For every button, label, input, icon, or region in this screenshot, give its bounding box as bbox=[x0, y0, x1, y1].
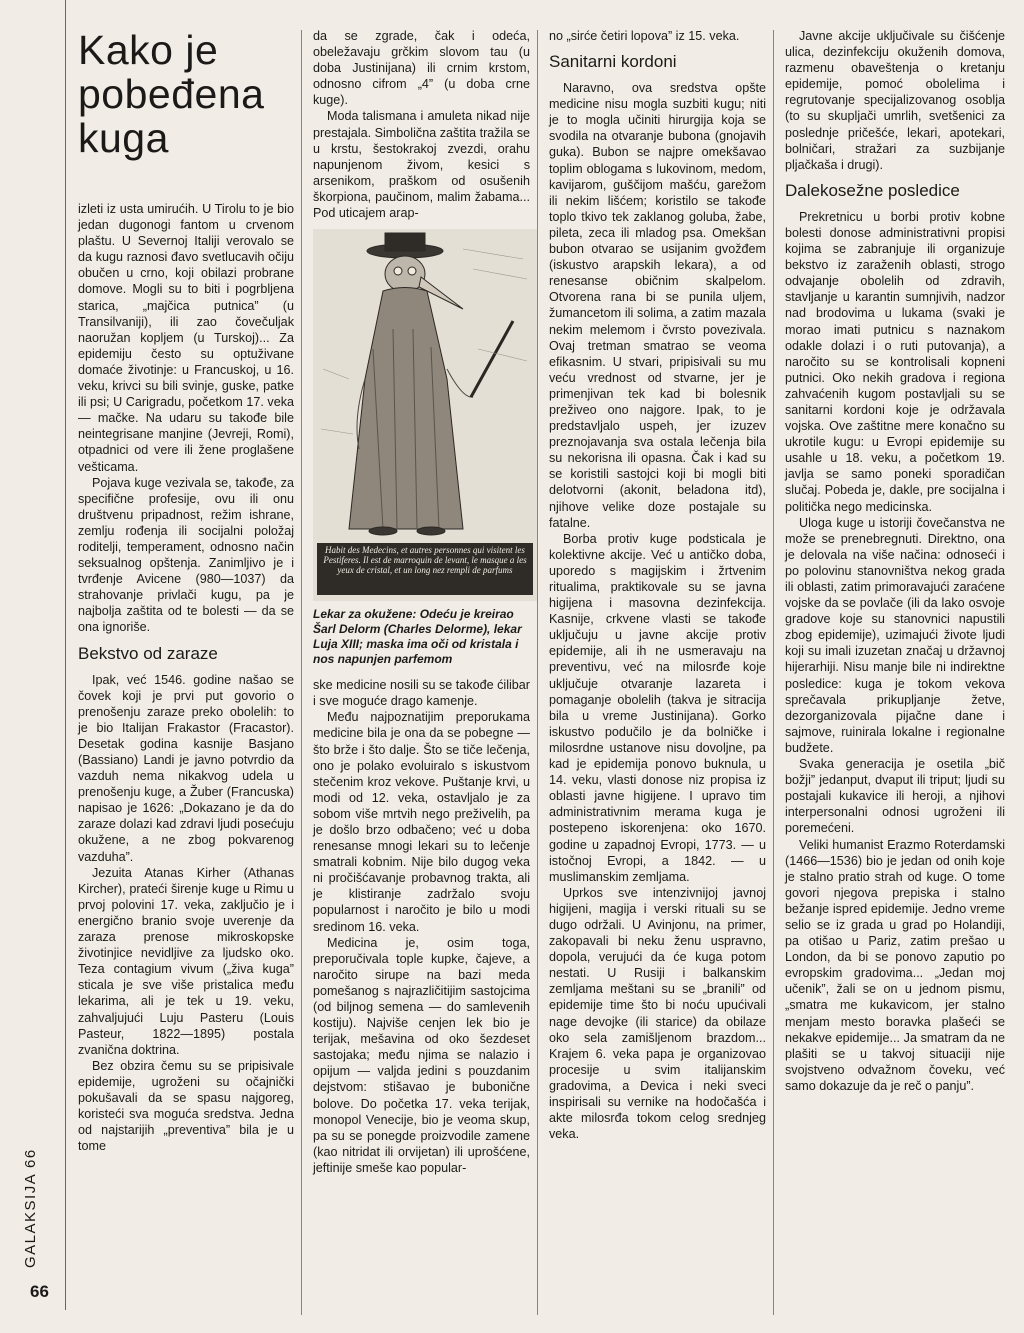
paragraph: Bez obzira čemu su se pripisivale epidemije, ugroženi su očajnički pokušavali da se spasu najgoreg, koristeći sva moguća sredstva. Jedna od najstarijih „preventiva” bila je u tome bbox=[78, 1058, 294, 1154]
column-3 bbox=[549, 28, 766, 1142]
plague-doctor-illustration bbox=[313, 229, 537, 601]
column-rule bbox=[301, 30, 302, 1315]
paragraph: Medicina je, osim toga, preporučivala tople kupke, čajeve, a naročito sirupe na bazi meda pomešanog s najrazličitijim sastojcima (od biljnog semena — do samlevenih kostiju). Najviše cenjen lek bio je terijak, mešavina od oko šezdeset sastojaka; među njima se nalazio i opijum — valjda jedini s pouzdanim dejstvom: stišavao je bubonične bolove. Do početka 17. veka terijak, monopol Venecije, bio je veoma skup, pa su se ponegde proizvodile zamene (kao nitridat ili orvijetan) ili uprošćene, jeftinije smeše kao popular- bbox=[313, 935, 530, 1175]
paragraph: no „sirće četiri lopova” iz 15. veka. bbox=[549, 29, 740, 43]
section-heading-dalekosezne: Dalekosežne posledice bbox=[785, 180, 960, 200]
paragraph: izleti iz usta umirućih. U Tirolu to je bio jedan dugonogi fantom u crvenom plaštu. U Severnoj Italiji verovalo se da kugu raznosi đavo svetlucavih očiju obučen u crno, koji obilazi probrane domove. Mogli su to biti i pogrbljena starica, „majčica putnica” (u Transilvaniji), ili zao čovečuljak naoružan kopljem (u Turskoj)... Za epidemiju često su optuživane domaće životinje: u Francuskoj, u 16. veku, krivci su bili svinje, guske, patke ili psi; U Carigradu, početkom 17. veka — mačke. Na udaru su takođe bile neintegrisane manjine (Jevreji, Romi), otpadnici od vere ili žene proglašene vešticama. bbox=[78, 202, 294, 474]
paragraph: Pojava kuge vezivala se, takođe, za specifične profesije, ovu ili onu društvenu pripadnost, režim ishrane, zemlju rođenja ili socijalni položaj roditelji, temperament, odnosno način seksualnog opštenja. Zanimljivo je i tvrđenje Avicene (980—1037) da strahovanje privlači kugu, pa je najbolja zaštita od te bolesti — da se ona ignoriše. bbox=[78, 475, 294, 635]
figure-caption bbox=[313, 607, 530, 667]
paragraph: Javne akcije uključivale su čišćenje ulica, dezinfekciju okuženih domova, razmenu obaveštenja o kretanju epidemije, pomoć obolelima i regrutovanje specijalizovanog osoblja (to su skupljači umrlih, svetšenici za poslednje pričešće, lekari, apotekari, bolničari, stražari za suzbijanje pljačkaša i drugi). bbox=[785, 29, 1005, 172]
column-rule bbox=[773, 30, 774, 1315]
column-4 bbox=[785, 28, 1005, 1094]
paragraph: Jezuita Atanas Kirher (Athanas Kircher), prateći širenje kuge u Rimu u prvoj polovini 17. veka, zaključio je i energično branio svoje uverenje da zaraza prenose mikroskopske životinjice nevidljive za ljudsko oko. Teza contagium vivum („živa kuga” sticala je sve više pristalica među lekarima, ali je tek u 19. veku, zahvaljujući Luju Pasteru (Louis Pasteur, 1822—1895) postala zvanična doktrina. bbox=[78, 865, 294, 1057]
column-rule bbox=[537, 30, 538, 1315]
figure-caption-text: Lekar za okužene: Odeću je kreirao Šarl Delorm (Charles Delorme), lekar Luja XIII; maska ima oči od kristala i nos napunjen parfemom bbox=[313, 607, 522, 667]
title-line: kuga bbox=[78, 115, 169, 161]
paragraph: Uprkos sve intenzivnijoj javnoj higijeni, magija i verski rituali su se dugo održali. U Avinjonu, na primer, zakopavali bi neku ženu uspravno, dopola, verujući da će kuga potom nestati. U Rusiji i balkanskim zemljama meštani su se „branili” od epidemije time što bi noću upućivali nage devojke (ili starice) da obilaze oko sela zamišljenom brazdom... Krajem 6. veka papa je organizovao procesije u svim italijanskim gradovima, a Devica i neki sveci inspirisali su vernike na hodočašća i akte milosrđa tokom celog srednjeg veka. bbox=[549, 885, 766, 1142]
plague-doctor-engraving bbox=[313, 229, 537, 601]
paragraph: Svaka generacija je osetila „bič božji” jedanput, dvaput ili triput; ljudi su postajali kukavice ili heroji, a njihovi interpersonalni odnosi ugroženi ili poremećeni. bbox=[785, 757, 1005, 836]
paragraph: Ipak, već 1546. godine našao se čovek koji je prvi put govorio o prenošenju zaraze preko obolelih: to je bio Italijan Frakastor (Fracastor). Desetak godina kasnije Basjano (Bassiano) Landi je javno potvrdio da vazduh nema nikakvog udela u prenošenju kuge, a Žuber (Francuska) napisao je 1626: „Dokazano je da do zaraze dolazi kad zdravi ljudi posećuju okužene, a ne zbog pokvarenog vazduha”. bbox=[78, 672, 294, 864]
paragraph: Borba protiv kuge podsticala je kolektivne akcije. Već u antičko doba, uporedo s magijskim i žrtvenim ritualima, praktikovale su se javna higijena i masovna dezinfekcija. Kasnije, crkvene vlasti se takođe uključuju u javne akcije protiv epidemije, ali ih ne usmeravaju na preventivu, već na milosrđe koje uključuje otvaranje lazareta i pomaganje obolelih (takva je sitracija bila u vreme Justinijana). Gorko iskustvo podučilo je da bolničke i milosrdne ustanove nisu dovoljne, pa kad je epidemija ponovo buknula, u 14. veku, vlasti donose niz propisa iz oblasti javne higijene. I upravo tim administrativnim merama kuga je postepeno iskorenjena: oko 1670. godine u zapadnoj Evropi, 1773. — u istočnoj Evropi, a 1842. — u muslimanskim zemljama. bbox=[549, 531, 766, 884]
article-title bbox=[78, 28, 294, 160]
title-line: pobeđena bbox=[78, 71, 265, 117]
paragraph: Naravno, ova sredstva opšte medicine nisu mogla suzbiti kugu; niti je to mogla učiniti hirurgija koja se svodila na otvaranje bubona (gnojavih guka). Bubon se najpre omekšavao toplim oblogama s lukovinom, medom, kavijarom, guščijom mašću, garežom ili nekim lišćem; koristilo se takođe toplo tkivo tek zaklanog goluba, žabe, pileta, zeca ili mladog psa. Omekšan bubon otvarao se usijanim gvožđem (iskustvo arapskih lekara), a od renesanse običnim skalpelom. Otvorena rana bi se punila uljem, žumancetom ili solima, a zatim mazala nekim melemom i čvrsto povezivala. Ovaj tretman smatrao se veoma efikasnim. U stvari, pripisivali su mu veću vrednost od stvarne, jer je primenjivan tek kad bi bolesnik preživeo ono najgore. Ipak, to je predstavljalo uspeh, jer izuzev preznojavanja sva ostala lečenja bila su nekorisna ili opasna. Čak i kad su se koristili sastojci koji bi mogli biti delotvorni (akonit, beladona itd), njihove velike doze postajale su fatalne. bbox=[549, 81, 766, 530]
paragraph: Moda talismana i amuleta nikad nije prestajala. Simbolična zaštita tražila se u krstu, šestokrakoj zvezdi, orahu napunjenom živom, kesici s arsenikom, praškom od osušenih škorpiona, paučinom, malim žabama... Pod uticajem arap- bbox=[313, 109, 530, 221]
section-heading-sanitarni: Sanitarni kordoni bbox=[549, 52, 677, 72]
page-number: 66 bbox=[30, 1282, 49, 1301]
section-heading-bekstvo: Bekstvo od zaraze bbox=[78, 643, 218, 663]
paragraph: Veliki humanist Erazmo Roterdamski (1466—1536) bio je jedan od onih koje je stalno pratio strah od kuge. O tome govori njegova prepiska i stalno bežanje ispred epidemije. Jedno vreme selio se iz grada u grad po Holandiji, pa otišao u Pariz, zatim prešao u London, da bi se ponovo zaputio po evropskim gradovima... „Jedan moj učenik”, žali se on u jednom pismu, „smatra me kukavicom, jer stalno menjam mesto boravka plašeći se nekakve epidemije... Ja smatram da ne plašiti se u takvoj situaciji nije svojstveno odvažnom čoveku, već samo dokazuje da je reč o panju”. bbox=[785, 837, 1005, 1093]
paragraph: ske medicine nosili su se takođe ćilibar i sve moguće drago kamenje. bbox=[313, 678, 530, 709]
paragraph: Uloga kuge u istoriji čovečanstva ne može se prenebregnuti. Direktno, ona je delovala na više načina: odnoseći i po polovinu stanovništva nekog grada ili oblasti, zatim primoravajući zaraćene vojske da se povlače (ili da lako osvoje gradove koje su stanovnici napustili zbog epidemije), uzimajući živote ljudi koji su imali izuzetan značaj u državnoj hijerarhiji. Nisu manje bile ni indirektne posledice: kuga je tokom vekova sprečavala prikupljanje žetve, dezorganizovala pijačne dane i sajmove, ruinirala lokalne i regionalne budžete. bbox=[785, 515, 1005, 755]
title-line: Kako je bbox=[78, 27, 219, 73]
column-2 bbox=[313, 28, 530, 1176]
engraving-inscription: Habit des Medecins, et autres personnes qui visitent les Pestiferes. Il est de marroquin de levant, le masque a les yeux de cristal, et un long nez rempli de parfums bbox=[323, 545, 527, 576]
column-1 bbox=[78, 28, 294, 1154]
paragraph: Među najpoznatijim preporukama medicine bila je ona da se pobegne — što brže i što dalje. Što se tiče lečenja, ono je polako evoluiralo s iskustvom stečenim kroz vekove. Puštanje krvi, u modi od 12. veka, ostavljalo je za sobom više mrtvih nego preživelih, pa je došlo brzo odbačeno; već u doba renesanse mnogi lekari su to lečenje smatrali kobnim. Nije bilo dugog veka ni pročišćavanje probavnog trakta, ali je klistiranje zadržalo svoju popularnost i naročito je bilo u modi sredinom 16. veka. bbox=[313, 710, 530, 934]
margin-rule bbox=[65, 0, 66, 1310]
paragraph: da se zgrade, čak i odeća, obeležavaju grčkim slovom tau (u doba Justinijana) ili crnim krstom, odnosno cifrom „4” (u doba crne kuge). bbox=[313, 29, 530, 108]
magazine-name: GALAKSIJA 66 bbox=[22, 1148, 39, 1268]
paragraph: Prekretnicu u borbi protiv kobne bolesti donose administrativni propisi kojima se zabranjuje ili organizuje bekstvo iz zaraženih oblasti, strogo odvajanje obolelih od zdravih, stavljanje u karantin sumnjivih, nadzor nad brodovima u lukama (svaki je morao imati putnicu s naznakom odakle dolazi i o ruti putovanja), a naročito su se kontrolisali kopneni putnici. Oko nekih gradova i regiona zahvaćenih kugom postavljali su se sanitarni kordoni koje je održavala vojska. Ove zaštitne mere konačno su ukrotile kugu: u Evropi epidemije su usahle u 18. veku, a početkom 19. javlja se samo poneki sporadičan slučaj. Pobeda je, dakle, pre socijalna i politička nego medicinska. bbox=[785, 209, 1005, 514]
